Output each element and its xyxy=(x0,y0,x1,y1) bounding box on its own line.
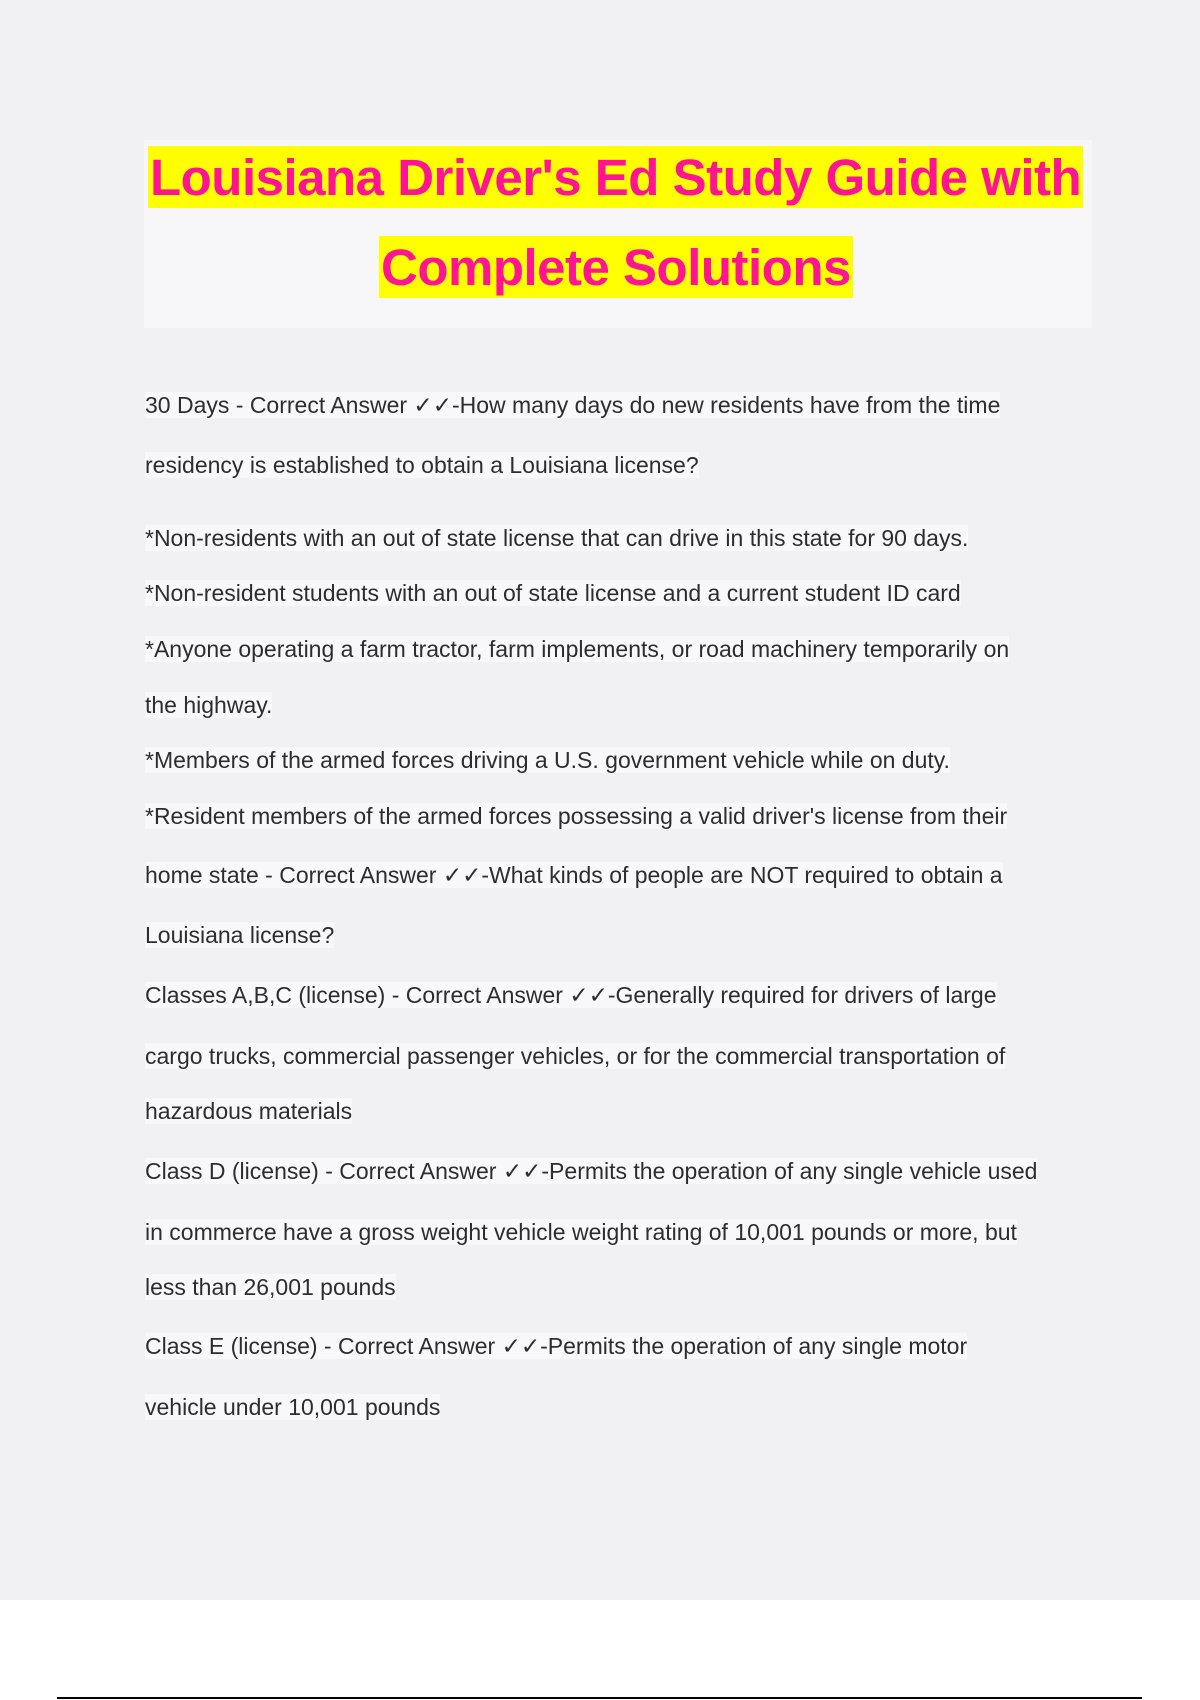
page-title-line-1: Louisiana Driver's Ed Study Guide with xyxy=(148,146,1083,208)
text-line: home state - Correct Answer ✓✓-What kinds of people are NOT required to obtain a xyxy=(145,862,1003,888)
text-line: vehicle under 10,001 pounds xyxy=(145,1394,441,1420)
text-line: *Non-residents with an out of state license that can drive in this state for 90 days. xyxy=(145,525,969,551)
text-line: the highway. xyxy=(145,692,273,718)
text-line: Class E (license) - Correct Answer ✓✓-Permits the operation of any single motor xyxy=(145,1333,968,1359)
text-line: less than 26,001 pounds xyxy=(145,1274,396,1300)
text-line: Louisiana license? xyxy=(145,922,335,948)
text-line: in commerce have a gross weight vehicle weight rating of 10,001 pounds or more, but xyxy=(145,1219,1017,1245)
title-block xyxy=(144,140,1092,328)
text-line: *Members of the armed forces driving a U.S. government vehicle while on duty. xyxy=(145,747,950,773)
footer-divider xyxy=(57,1697,1142,1699)
text-line: Classes A,B,C (license) - Correct Answer ✓✓-Generally required for drivers of large xyxy=(145,982,997,1008)
text-line: residency is established to obtain a Louisiana license? xyxy=(145,452,699,478)
text-line: *Anyone operating a farm tractor, farm implements, or road machinery temporarily on xyxy=(145,636,1010,662)
text-line: hazardous materials xyxy=(145,1098,353,1124)
text-line: cargo trucks, commercial passenger vehicles, or for the commercial transportation of xyxy=(145,1043,1006,1069)
page-title-line-2: Complete Solutions xyxy=(379,236,853,298)
text-line: 30 Days - Correct Answer ✓✓-How many days do new residents have from the time xyxy=(145,392,1001,418)
text-line: Class D (license) - Correct Answer ✓✓-Permits the operation of any single vehicle used xyxy=(145,1158,1038,1184)
text-line: *Resident members of the armed forces possessing a valid driver's license from their xyxy=(145,803,1008,829)
text-line: *Non-resident students with an out of state license and a current student ID card xyxy=(145,580,961,606)
